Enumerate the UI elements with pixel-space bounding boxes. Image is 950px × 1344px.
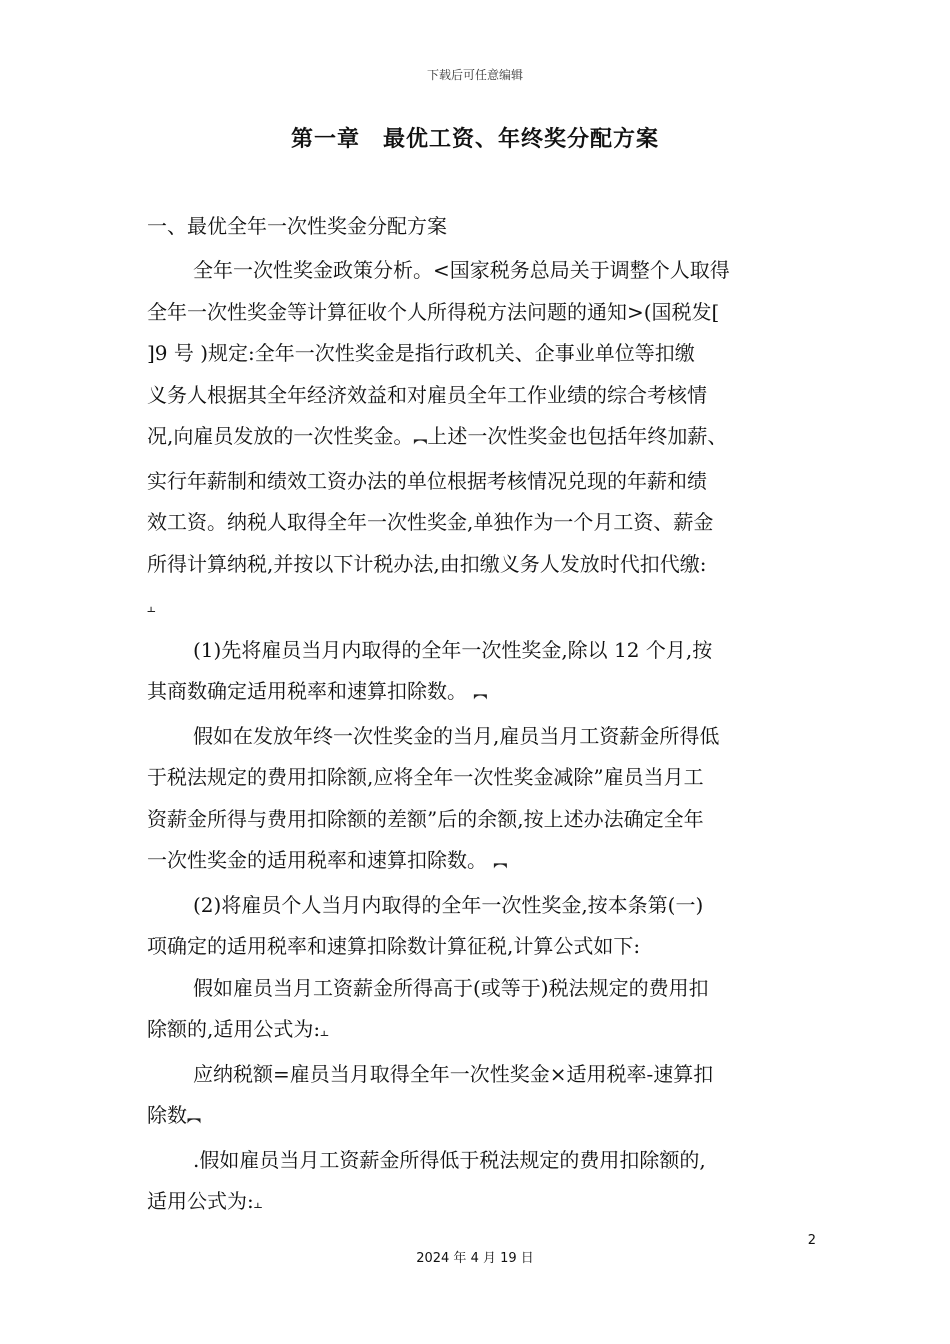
paragraph-low-salary-case — [147, 716, 817, 885]
text-line: (1)先将雇员当月内取得的全年一次性奖金,除以 12 个月,按 — [193, 637, 713, 662]
text-segment: 适用公式为: — [147, 1189, 254, 1213]
text-line: 应纳税额=雇员当月取得全年一次性奖金×适用税率-速算扣 — [193, 1061, 714, 1086]
page-number: 2 — [807, 1233, 816, 1248]
header-note: 下载后可任意编辑 — [426, 68, 523, 82]
paragraph-step-1 — [147, 630, 817, 716]
text-line — [147, 416, 817, 461]
paragraph-mark-icon: ⫠ — [320, 1024, 329, 1040]
paragraph-step-2 — [147, 885, 817, 968]
text-segment: 其商数确定适用税率和速算扣除数。 — [147, 679, 467, 703]
paragraph-mark-icon: ︻ — [413, 431, 428, 447]
text-line — [147, 1009, 817, 1054]
document-body — [147, 250, 817, 1226]
text-line: 于税法规定的费用扣除额,应将全年一次性奖金减除”雇员当月工 — [147, 765, 704, 789]
section-heading: 一、最优全年一次性奖金分配方案 — [147, 214, 447, 238]
paragraph-high-salary-formula — [147, 968, 817, 1054]
text-segment: 除额的,适用公式为: — [147, 1017, 321, 1041]
paragraph-mark-icon: ︻ — [187, 1110, 201, 1126]
text-line: 假如在发放年终一次性奖金的当月,雇员当月工资薪金所得低 — [193, 723, 720, 748]
text-line: (2)将雇员个人当月内取得的全年一次性奖金,按本条第(一) — [193, 892, 704, 917]
text-line: .假如雇员当月工资薪金所得低于税法规定的费用扣除额的, — [193, 1147, 706, 1172]
text-line: 所得计算纳税,并按以下计税办法,由扣缴义务人发放时代扣代缴: — [147, 551, 707, 576]
paragraph-policy-analysis — [147, 250, 817, 630]
text-segment: 除数 — [147, 1103, 187, 1127]
text-line — [147, 1181, 817, 1226]
footer-date: 2024 年 4 月 19 日 — [416, 1251, 534, 1266]
text-line: 义务人根据其全年经济效益和对雇员全年工作业绩的综合考核情 — [147, 382, 707, 407]
text-segment: 况,向雇员发放的一次性奖金。 — [147, 424, 414, 448]
text-line — [147, 840, 817, 885]
paragraph-mark-icon: ︻ — [473, 686, 488, 702]
text-segment: 上述一次性奖金也包括年终加薪、 — [427, 424, 728, 448]
paragraph-mark-icon: ⫠ — [253, 1196, 263, 1212]
paragraph-mark-icon: ︻ — [493, 855, 508, 871]
paragraph-low-salary-formula — [147, 1140, 817, 1226]
text-line: 项确定的适用税率和速算扣除数计算征税,计算公式如下: — [147, 934, 641, 958]
chapter-title: 第一章 最优工资、年终奖分配方案 — [290, 127, 659, 152]
text-line: 全年一次性奖金等计算征收个人所得税方法问题的通知>(国税发[ — [147, 299, 720, 324]
text-segment: 一次性奖金的适用税率和速算扣除数。 — [147, 848, 487, 872]
text-line: ]9 号 )规定:全年一次性奖金是指行政机关、企事业单位等扣缴 — [147, 341, 695, 365]
text-line: 资薪金所得与费用扣除额的差额”后的余额,按上述办法确定全年 — [147, 806, 704, 831]
text-line — [147, 585, 817, 630]
paragraph-tax-formula — [147, 1054, 817, 1140]
text-line — [147, 1095, 817, 1140]
text-line: 效工资。纳税人取得全年一次性奖金,单独作为一个月工资、薪金 — [147, 510, 714, 534]
text-line — [147, 671, 817, 716]
text-line: 假如雇员当月工资薪金所得高于(或等于)税法规定的费用扣 — [193, 975, 709, 1000]
text-line: 实行年薪制和绩效工资办法的单位根据考核情况兑现的年薪和绩 — [147, 468, 707, 493]
paragraph-mark-icon: ⫠ — [147, 600, 156, 616]
text-line: 全年一次性奖金政策分析。<国家税务总局关于调整个人取得 — [193, 258, 730, 282]
